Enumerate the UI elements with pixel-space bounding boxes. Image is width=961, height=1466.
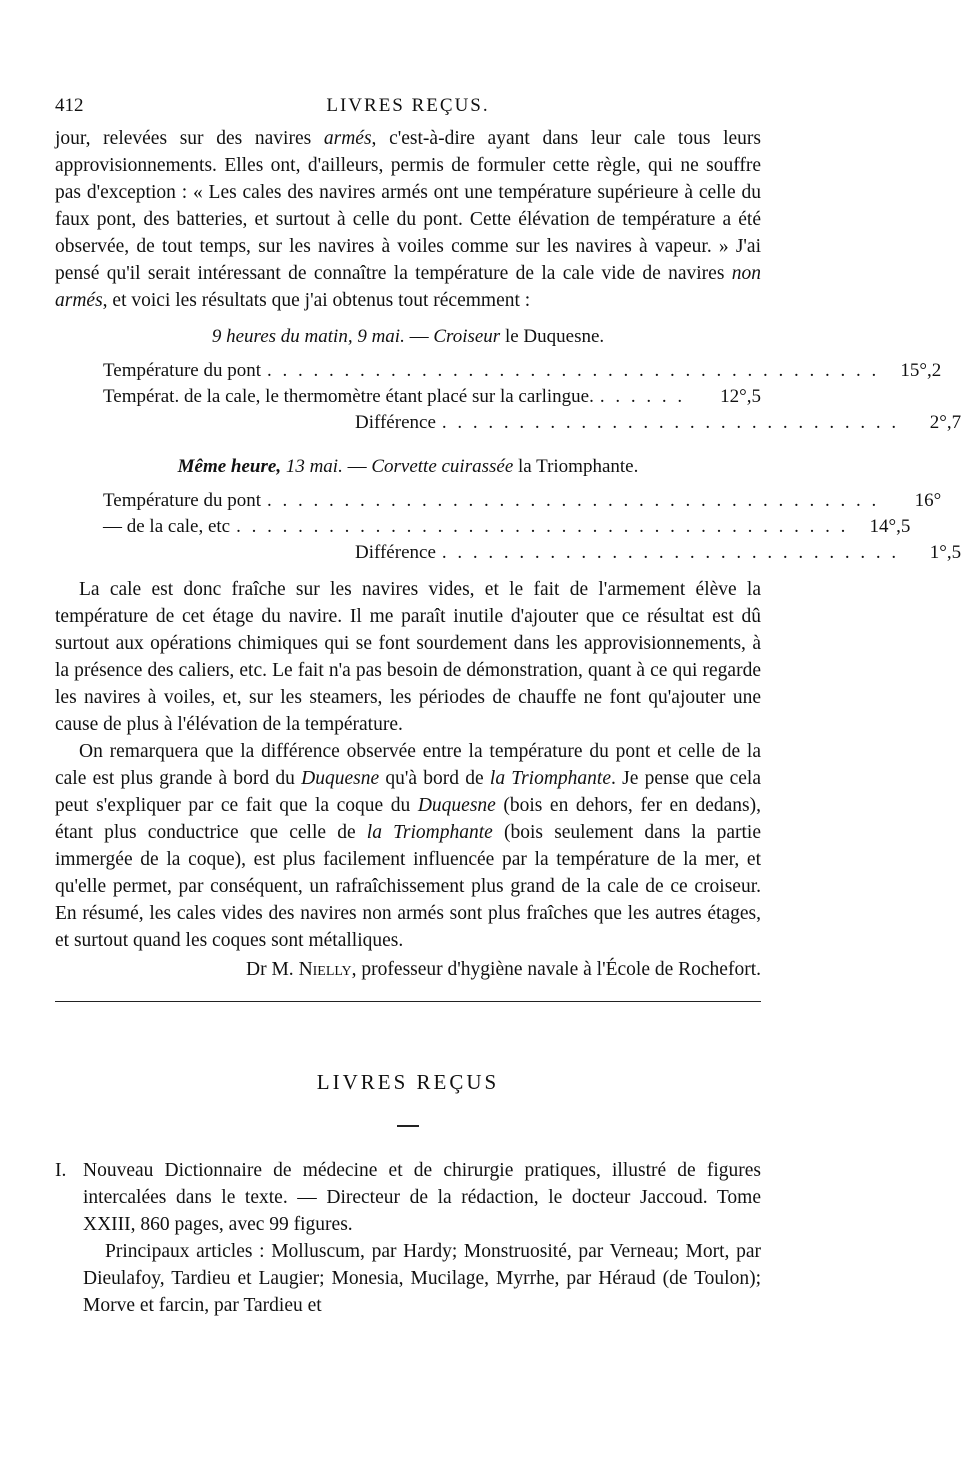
reading-row: — de la cale, etc . . . . . . . . . . . . . . . . . . . . . . . . . . . . . . . . . . . . . . . . 14°,5 xyxy=(103,516,911,537)
running-title: LIVRES REÇUS. xyxy=(326,95,490,116)
reading-row: Température du pont . . . . . . . . . . . . . . . . . . . . . . . . . . . . . . . . . . . . . . . . 15°,2 xyxy=(103,360,942,381)
intro-paragraph: jour, relevées sur des navires armés, c'est-à-dire ayant dans leur cale tous leurs approvisionnements. Elles ont, d'ailleurs, permis de formuler cette règle, qui ne souffre pas d'exception : « Les cales des navires armés ont une température supérieure à celle du faux pont, des batteries, et surtout à celle du pont. Cette élévation de température a été observée, de tout temps, sur les navires à voiles comme sur les navires à vapeur. » J'ai pensé qu'il serait intéressant de connaître la température de la cale vide de navires non armés, et voici les résultats que j'ai obtenus tout récemment : xyxy=(55,128,761,311)
page-number: 412 xyxy=(55,95,84,116)
reading-row: Températ. de la cale, le thermomètre étant placé sur la carlingue. . . . . . . 12°,5 xyxy=(103,386,761,407)
ship-name: la Triomphante. xyxy=(518,456,639,477)
reading-row-difference: Différence . . . . . . . . . . . . . . . . . . . . . . . . . . . . . . 2°,7 xyxy=(355,412,961,433)
ship-type: Corvette cuirassée xyxy=(371,456,514,477)
signature: Dr M. Nielly, professeur d'hygiène navale à l'École de Rochefort. xyxy=(246,959,761,980)
book-entry: I. Nouveau Dictionnaire de médecine et de chirurgie pratiques, illustré de figures intercalées dans le texte. — Directeur de la rédaction, le docteur Jaccoud. Tome XXIII, 860 pages, avec 99 figures. xyxy=(55,1157,761,1238)
reading-title-triomphante: Même heure, 13 mai. — Corvette cuirassée la Triomphante. xyxy=(177,456,639,477)
page xyxy=(55,95,961,1319)
ship-type: Croiseur xyxy=(433,326,501,347)
running-head xyxy=(55,95,761,125)
entry-number: I. xyxy=(55,1160,67,1181)
body-paragraph: On remarquera que la différence observée entre la température du pont et celle de la cale est plus grande à bord du Duquesne qu'à bord de la Triomphante. Je pense que cela peut s'expliquer par ce fait que la coque du Duquesne (bois en dehors, fer en dedans), étant plus conductrice que celle de la Triomphante (bois seulement dans la partie immergée de la coque), est plus facilement influencée par la température de la mer, et qu'elle permet, par conséquent, un rafraîchissement plus grand de la cale de ce croiseur. En résumé, les cales vides des navires non armés sont plus fraîches que les autres étages, et surtout quand les coques sont métalliques. xyxy=(55,741,761,951)
reading-time: Même heure, xyxy=(177,456,282,477)
reading-date: 13 mai. xyxy=(285,456,343,477)
reading-row-difference: Différence . . . . . . . . . . . . . . . . . . . . . . . . . . . . . . 1°,5 xyxy=(355,542,961,563)
section-title: LIVRES REÇUS xyxy=(316,1070,500,1094)
reading-title-duquesne: 9 heures du matin, 9 mai. — Croiseur le Duquesne. xyxy=(211,326,605,347)
reading-time: 9 heures du matin, xyxy=(211,326,353,347)
body-paragraph: La cale est donc fraîche sur les navires vides, et le fait de l'armement élève la température de cet étage du navire. Il me paraît inutile d'ajouter que ce résultat est dû surtout aux opérations chimiques qui se font sourdement dans les approvisionnements, à la présence des caliers, etc. Le fait n'a pas besoin de démonstration, quant à ce qui regarde les navires à voiles, et, sur les steamers, les périodes de chauffe ne font qu'ajouter une cause de plus à l'élévation de la température. xyxy=(55,579,761,735)
book-entry-articles: Principaux articles : Molluscum, par Hardy; Monstruosité, par Verneau; Mort, par Dieulafoy, Tardieu et Laugier; Monesia, Mucilage, Myrrhe, par Héraud (de Toulon); Morve et farcin, par Tardieu et xyxy=(83,1241,761,1316)
reading-date: 9 mai. xyxy=(357,326,405,347)
section-divider xyxy=(55,1001,761,1002)
ship-name: le Duquesne. xyxy=(504,326,605,347)
reading-row: Température du pont . . . . . . . . . . . . . . . . . . . . . . . . . . . . . . . . . . . . . . . . 16° xyxy=(103,490,942,511)
title-dash xyxy=(397,1125,419,1127)
